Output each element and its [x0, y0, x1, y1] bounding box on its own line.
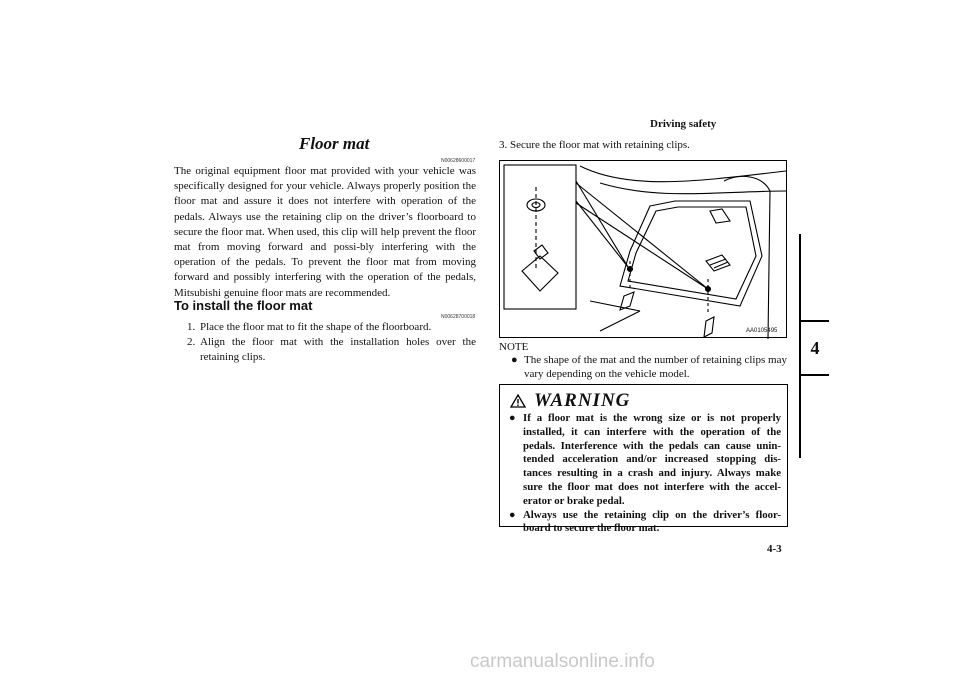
section-code: N00628600017: [441, 158, 476, 164]
section-body: The original equipment floor mat provided with your vehicle was specifically designed for your vehicle. Always properly position the floor mat and assure it does not interfere with operation of the pedals. Always use the retaining clip on the driver’s floorboard to secure the floor mat. When used, this clip will help prevent the floor mat from moving forward and possi-bly interfering with the operation of the pedals. To prevent the floor mat from moving forward and possibly interfering with the operation of the pedals, Mitsubishi genuine floor mats are recommended.: [174, 165, 476, 299]
step-text: Secure the floor mat with retaining clips.: [510, 139, 690, 151]
section-title: Floor mat: [299, 134, 370, 153]
callout-line: [576, 181, 628, 267]
figure-code: AA0105495: [746, 328, 778, 334]
chapter-tab-rail: [799, 374, 801, 458]
pedal-icon: [710, 209, 730, 223]
warning-item: [509, 509, 781, 537]
warning-text: Always use the retaining clip on the driver’s floor-board to secure the floor mat.: [523, 508, 781, 535]
bullet-icon: ●: [511, 354, 518, 366]
bullet-icon: ●: [509, 508, 516, 521]
note-item: [511, 353, 787, 381]
install-step: [187, 335, 476, 365]
step-number: 1.: [187, 321, 196, 333]
step-number: 2.: [187, 336, 196, 349]
clip-detail-inset: [504, 165, 576, 309]
floor-mat-illustration: [499, 160, 787, 338]
note-label: NOTE: [499, 341, 529, 353]
bullet-icon: ●: [509, 412, 516, 424]
warning-list: [509, 412, 781, 536]
running-header: Driving safety: [650, 118, 717, 130]
step-text: Place the floor mat to fit the shape of the floorboard.: [200, 321, 432, 333]
warning-text: If a floor mat is the wrong size or is not properly installed, it can interfere with the operation of the pedals. Interference with the pedals can cause unin-tended acceleration and/or increased stopping dis-tances resulting in a crash and injury. Always make sure the floor mat does not interfere with the accel-erator or brake pedal.: [523, 412, 781, 507]
clip-marker-icon: [704, 317, 714, 337]
step-text: Align the floor mat with the installation holes over the retaining clips.: [200, 336, 476, 364]
page-number: 4-3: [767, 543, 782, 555]
install-step: [187, 320, 476, 335]
warning-title: WARNING: [534, 390, 631, 411]
warning-triangle-icon: [510, 394, 526, 408]
step-number: 3.: [499, 139, 508, 151]
install-step: [499, 139, 690, 151]
floor-mat-outline: [620, 201, 762, 306]
chapter-tab: 4: [799, 320, 829, 376]
install-steps: [187, 320, 476, 366]
install-heading: To install the floor mat: [174, 298, 313, 313]
floor-mat-drawing: [500, 161, 788, 339]
watermark: carmanualsonline.info: [470, 651, 655, 672]
note-text: The shape of the mat and the number of retaining clips may vary depending on the vehicle model.: [524, 354, 787, 380]
chapter-tab-rail: [799, 234, 801, 328]
warning-item: [509, 412, 781, 509]
retaining-clip-icon: [522, 256, 558, 291]
warning-header: [510, 390, 630, 412]
install-code: N00628700018: [441, 314, 476, 320]
